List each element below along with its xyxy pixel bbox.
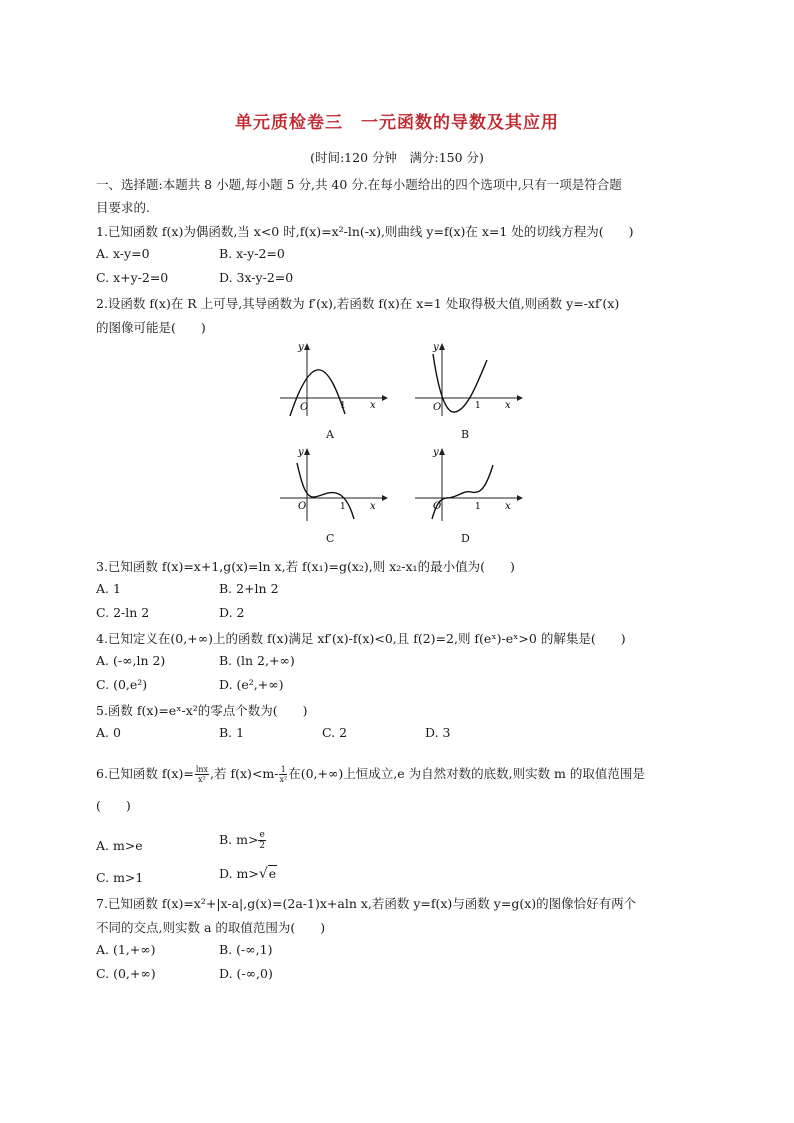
x-axis-label: x xyxy=(370,400,376,411)
q7-option-a[interactable]: A. (1,+∞) xyxy=(96,942,156,957)
q1-option-a[interactable]: A. x-y=0 xyxy=(96,246,150,261)
y-axis-label: y xyxy=(298,342,304,353)
graph-c-label: C xyxy=(326,532,335,545)
q4-option-d[interactable]: D. (e²,+∞) xyxy=(219,677,284,692)
question-2-stem-line1: 2.设函数 f(x)在 R 上可导,其导函数为 f′(x),若函数 f(x)在 x=1 处取得极大值,则函数 y=-xf′(x) xyxy=(96,296,620,311)
y-axis-label: y xyxy=(298,447,304,458)
y-axis-label: y xyxy=(433,342,439,353)
tick-label: 1 xyxy=(475,502,481,512)
graph-a-label: A xyxy=(326,428,334,441)
origin-label: O xyxy=(300,402,309,413)
q6-fraction-e-over-2: $\frac{e}{2}$ xyxy=(259,830,265,851)
q3-option-d[interactable]: D. 2 xyxy=(219,605,245,620)
x-axis-label: x xyxy=(505,400,511,411)
graph-d-label: D xyxy=(461,532,470,545)
q6-stem-part3: 在(0,+∞)上恒成立,e 为自然对数的底数,则实数 m 的取值范围是 xyxy=(288,766,645,781)
question-7-stem-line1: 7.已知函数 f(x)=x²+|x-a|,g(x)=(2a-1)x+aln x,若函数 y=f(x)与函数 y=g(x)的图像恰好有两个 xyxy=(96,896,637,911)
q3-option-c[interactable]: C. 2-ln 2 xyxy=(96,605,150,620)
exam-info: (时间:120 分钟 满分:150 分) xyxy=(310,150,484,165)
q1-option-b[interactable]: B. x-y-2=0 xyxy=(219,246,285,261)
y-axis-label: y xyxy=(433,447,439,458)
q6-fraction-lnx-over-x2: $\frac{\ln x}{\text{x²}}$ xyxy=(195,765,209,784)
question-3-stem: 3.已知函数 f(x)=x+1,g(x)=ln x,若 f(x₁)=g(x₂),则 x₂-x₁的最小值为( ) xyxy=(96,559,515,574)
q6-option-d[interactable]: D. m>√e xyxy=(219,866,277,882)
origin-label: O xyxy=(298,501,307,512)
q4-option-c[interactable]: C. (0,e²) xyxy=(96,677,148,692)
question-6-stem xyxy=(96,764,645,784)
graph-b[interactable] xyxy=(405,338,525,418)
section-instructions-line2: 目要求的. xyxy=(96,200,150,215)
question-7-stem-line2: 不同的交点,则实数 a 的取值范围为( ) xyxy=(96,920,326,935)
q5-option-b[interactable]: B. 1 xyxy=(219,725,245,740)
q3-option-a[interactable]: A. 1 xyxy=(96,581,121,596)
page-title: 单元质检卷三 一元函数的导数及其应用 xyxy=(235,113,559,133)
tick-label: 1 xyxy=(475,401,481,411)
question-5-stem: 5.函数 f(x)=eˣ-x²的零点个数为( ) xyxy=(96,703,308,718)
q7-option-d[interactable]: D. (-∞,0) xyxy=(219,966,273,981)
question-4-stem: 4.已知定义在(0,+∞)上的函数 f(x)满足 xf′(x)-f(x)<0,且 f(2)=2,则 f(eˣ)-eˣ>0 的解集是( ) xyxy=(96,631,626,646)
graph-d[interactable] xyxy=(405,443,525,523)
q4-option-b[interactable]: B. (ln 2,+∞) xyxy=(219,653,295,668)
sqrt-radical-icon: √ xyxy=(258,866,268,882)
q1-option-d[interactable]: D. 3x-y-2=0 xyxy=(219,270,294,285)
x-axis-label: x xyxy=(370,501,376,512)
q3-option-b[interactable]: B. 2+ln 2 xyxy=(219,581,279,596)
origin-label: O xyxy=(433,402,442,413)
q4-option-a[interactable]: A. (-∞,ln 2) xyxy=(96,653,166,668)
q5-option-d[interactable]: D. 3 xyxy=(425,725,451,740)
q5-option-a[interactable]: A. 0 xyxy=(96,725,121,740)
q6-option-b[interactable]: B. m> $\frac{e}{2}$ xyxy=(219,830,265,851)
q6-option-a[interactable]: A. m>e xyxy=(96,838,143,853)
graph-b-label: B xyxy=(461,428,470,441)
q5-option-c[interactable]: C. 2 xyxy=(322,725,348,740)
x-axis-label: x xyxy=(505,501,511,512)
q1-option-c[interactable]: C. x+y-2=0 xyxy=(96,270,169,285)
graph-a[interactable] xyxy=(270,338,390,418)
tick-label: 1 xyxy=(340,401,346,411)
q6-stem-part1: 6.已知函数 f(x)= xyxy=(96,766,194,781)
q7-option-b[interactable]: B. (-∞,1) xyxy=(219,942,273,957)
q6-fraction-1-over-x2: $\frac{1}{\text{x²}}$ xyxy=(279,765,288,784)
question-1-stem: 1.已知函数 f(x)为偶函数,当 x<0 时,f(x)=x²-ln(-x),则曲线 y=f(x)在 x=1 处的切线方程为( ) xyxy=(96,224,634,239)
graph-c[interactable] xyxy=(270,443,390,523)
section-instructions-line1: 一、选择题:本题共 8 小题,每小题 5 分,共 40 分.在每小题给出的四个选项中,只有一项是符合题 xyxy=(96,177,622,192)
q6-option-c[interactable]: C. m>1 xyxy=(96,870,144,885)
question-2-stem-line2: 的图像可能是( ) xyxy=(96,320,206,335)
q7-option-c[interactable]: C. (0,+∞) xyxy=(96,966,156,981)
q6-answer-paren: ( ) xyxy=(96,798,131,813)
tick-label: 1 xyxy=(340,502,346,512)
origin-label: O xyxy=(433,501,442,512)
q6-stem-part2: ,若 f(x)<m- xyxy=(210,766,279,781)
